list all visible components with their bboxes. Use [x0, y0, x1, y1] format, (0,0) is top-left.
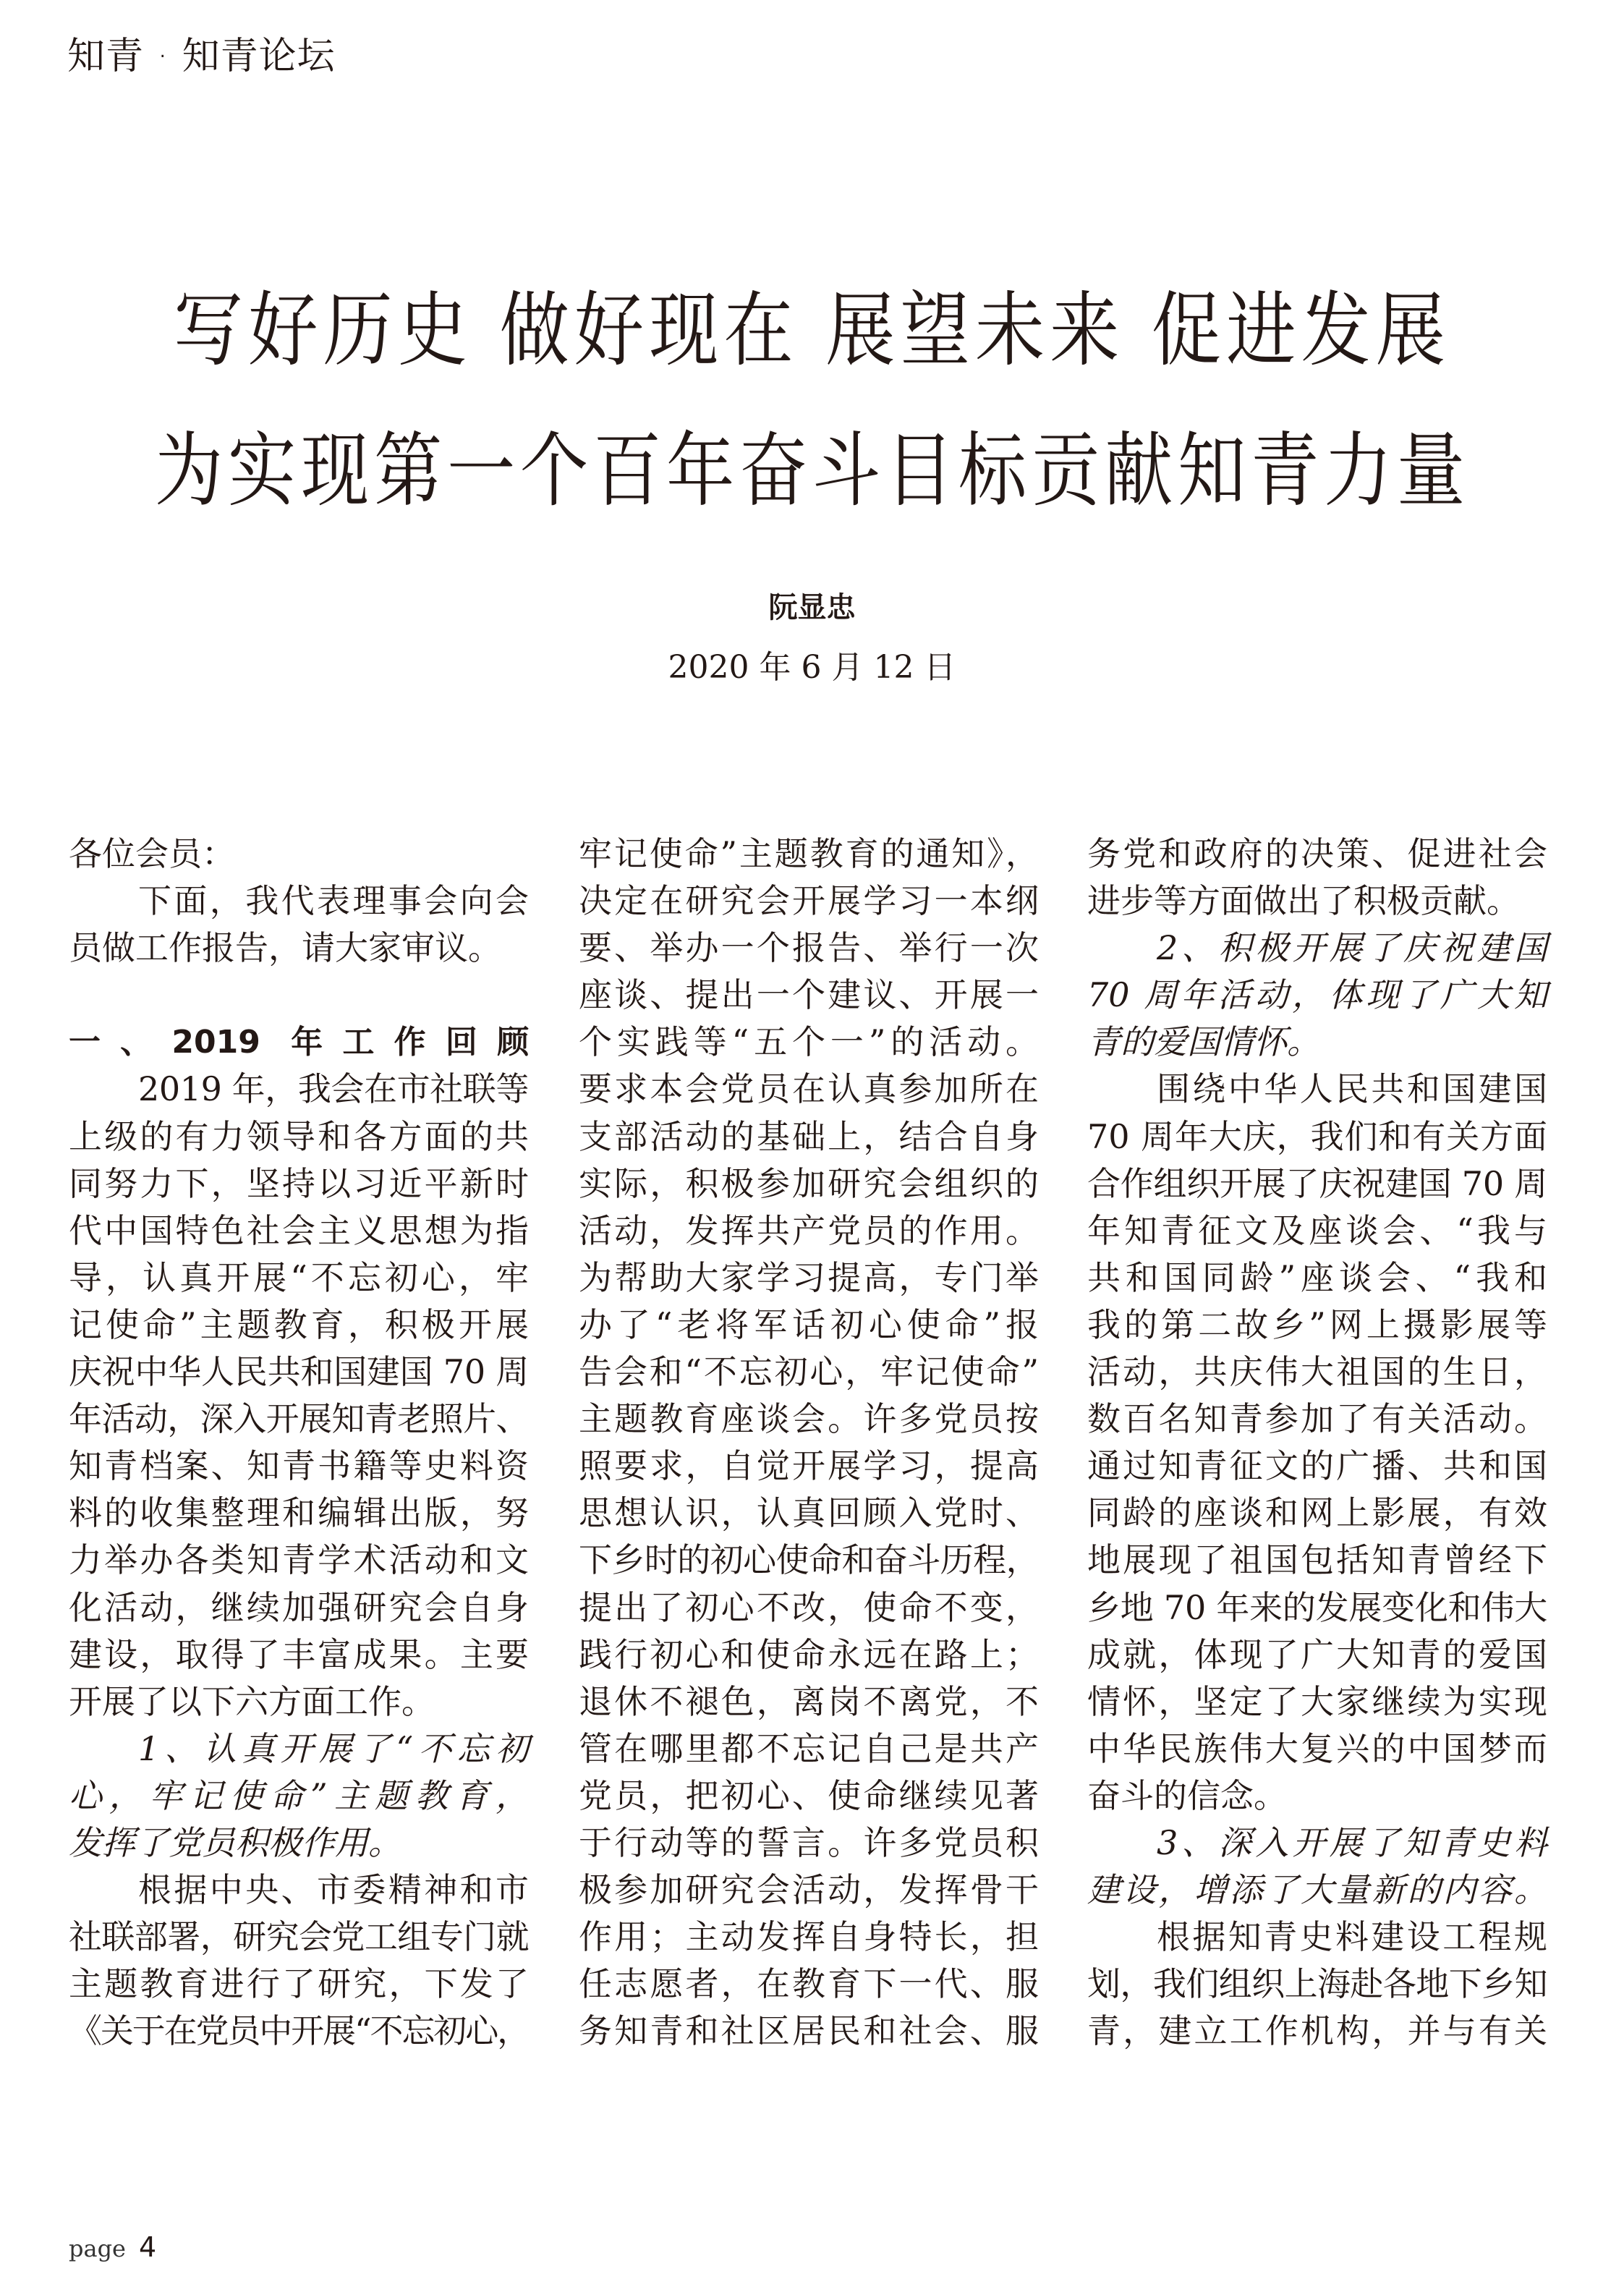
text-line: 合作组织开展了庆祝建国 70 周	[1087, 1163, 1547, 1203]
text-line: 办了“老将军话初心使命”报	[579, 1304, 1039, 1344]
subheading-line: 心，牢记使命”主题教育，	[69, 1775, 529, 1815]
subheading-line: 2、积极开展了庆祝建国	[1157, 928, 1547, 968]
text-line: 划，我们组织上海赴各地下乡知	[1087, 1964, 1547, 2004]
text-line: 化活动，继续加强研究会自身	[69, 1587, 529, 1627]
text-line: 座谈、提出一个建议、开展一	[579, 975, 1039, 1015]
text-line: 奋斗的信念。	[1087, 1775, 1287, 1815]
text-line: 《关于在党员中开展“不忘初心，	[69, 2011, 529, 2051]
text-line: 要求本会党员在认真参加所在	[579, 1069, 1039, 1109]
text-line: 导，认真开展“不忘初心，牢	[69, 1257, 529, 1297]
text-line: 极参加研究会活动，发挥骨干	[579, 1870, 1039, 1910]
article-title-line-1	[0, 284, 1624, 378]
text-line: 70 周年大庆，我们和有关方面	[1087, 1116, 1547, 1156]
subheading-line: 建设，增添了大量新的内容。	[1087, 1870, 1547, 1910]
text-line: 个实践等“五个一”的活动。	[579, 1022, 1039, 1062]
text-line: 党员，把初心、使命继续见著	[579, 1775, 1039, 1815]
text-line: 庆祝中华人民共和国建国 70 周	[69, 1352, 529, 1392]
text-line: 力举办各类知青学术活动和文	[69, 1540, 529, 1580]
text-line: 活动，发挥共产党员的作用。	[579, 1210, 1039, 1250]
text-line: 共和国同龄”座谈会、“我和	[1087, 1257, 1547, 1297]
text-line: 年活动，深入开展知青老照片、	[69, 1399, 529, 1439]
text-line: 各位会员：	[69, 834, 235, 873]
text-line: 我的第二故乡”网上摄影展等	[1087, 1304, 1547, 1344]
text-line: 情怀，坚定了大家继续为实现	[1087, 1681, 1547, 1721]
subheading-line: 3、深入开展了知青史料	[1157, 1822, 1547, 1862]
subheading-line: 70 周年活动，体现了广大知	[1087, 975, 1547, 1015]
subheading-line: 1、认真开展了“不忘初	[138, 1728, 529, 1768]
text-line: 社联部署，研究会党工组专门就	[69, 1917, 529, 1957]
text-line: 退休不褪色，离岗不离党，不	[579, 1681, 1039, 1721]
text-line: 为帮助大家学习提高，专门举	[579, 1257, 1039, 1297]
text-line: 数百名知青参加了有关活动。	[1087, 1399, 1547, 1439]
title-text-2: 为实现第一个百年奋斗目标贡献知青力量	[154, 424, 1470, 518]
text-line: 代中国特色社会主义思想为指	[69, 1210, 529, 1250]
subheading-line: 青的爱国情怀。	[1087, 1022, 1320, 1062]
body-column-1	[69, 831, 529, 2055]
text-line: 牢记使命”主题教育的通知》，	[579, 834, 1039, 873]
body-column-2	[579, 831, 1039, 2055]
text-line: 主题教育座谈会。许多党员按	[579, 1399, 1039, 1439]
text-line: 任志愿者，在教育下一代、服	[579, 1964, 1039, 2004]
text-line: 同龄的座谈和网上影展，有效	[1087, 1493, 1547, 1533]
section-header: 知青 · 知青论坛	[67, 35, 336, 78]
text-line: 知青档案、知青书籍等史料资	[69, 1446, 529, 1486]
text-line: 于行动等的誓言。许多党员积	[579, 1822, 1039, 1862]
text-line: 根据知青史料建设工程规	[1157, 1917, 1547, 1957]
text-line: 照要求，自觉开展学习，提高	[579, 1446, 1039, 1486]
text-line: 实际，积极参加研究会组织的	[579, 1163, 1039, 1203]
text-line: 践行初心和使命永远在路上；	[579, 1634, 1039, 1674]
text-line: 开展了以下六方面工作。	[69, 1681, 435, 1721]
text-line: 上级的有力领导和各方面的共	[69, 1116, 529, 1156]
text-line: 活动，共庆伟大祖国的生日，	[1087, 1352, 1547, 1392]
text-line: 进步等方面做出了积极贡献。	[1087, 881, 1520, 921]
text-line: 记使命”主题教育，积极开展	[69, 1304, 529, 1344]
text-line: 提出了初心不改，使命不变，	[579, 1587, 1039, 1627]
text-line: 建设，取得了丰富成果。主要	[69, 1634, 529, 1674]
text-line: 同努力下，坚持以习近平新时	[69, 1163, 529, 1203]
text-line: 年知青征文及座谈会、“我与	[1087, 1210, 1547, 1250]
text-line: 根据中央、市委精神和市	[138, 1870, 529, 1910]
text-line: 作用；主动发挥自身特长，担	[579, 1917, 1039, 1957]
text-line: 要、举办一个报告、举行一次	[579, 928, 1039, 968]
text-line: 料的收集整理和编辑出版，努	[69, 1493, 529, 1533]
text-line: 下乡时的初心使命和奋斗历程，	[579, 1540, 1039, 1580]
text-line: 成就，体现了广大知青的爱国	[1087, 1634, 1547, 1674]
page-footer	[69, 2231, 156, 2269]
text-line: 管在哪里都不忘记自己是共产	[579, 1728, 1039, 1768]
section-heading: 一、2019 年工作回顾	[69, 1024, 529, 1061]
body-column-3	[1087, 831, 1547, 2055]
text-line: 支部活动的基础上，结合自身	[579, 1116, 1039, 1156]
text-line: 务党和政府的决策、促进社会	[1087, 834, 1547, 873]
text-line: 2019 年，我会在市社联等	[138, 1069, 529, 1109]
article-title-line-2	[0, 424, 1624, 518]
text-line: 乡地 70 年来的发展变化和伟大	[1087, 1587, 1547, 1627]
text-line: 中华民族伟大复兴的中国梦而	[1087, 1728, 1547, 1768]
title-text-1: 写好历史 做好现在 展望未来 促进发展	[174, 284, 1450, 378]
text-line: 青，建立工作机构，并与有关	[1087, 2011, 1547, 2051]
text-line: 通过知青征文的广播、共和国	[1087, 1446, 1547, 1486]
text-line	[69, 972, 529, 1019]
text-line: 告会和“不忘初心，牢记使命”	[579, 1352, 1039, 1392]
author-name: 阮显忠	[768, 591, 856, 624]
subheading-line: 发挥了党员积极作用。	[69, 1822, 401, 1862]
text-line: 决定在研究会开展学习一本纲	[579, 881, 1039, 921]
text-line: 思想认识，认真回顾入党时、	[579, 1493, 1039, 1533]
text-line: 主题教育进行了研究，下发了	[69, 1964, 529, 2004]
text-line: 务知青和社区居民和社会、服	[579, 2011, 1039, 2051]
text-line: 员做工作报告，请大家审议。	[69, 928, 501, 968]
page-number: 4	[138, 2231, 157, 2263]
page-label: page	[69, 2235, 126, 2262]
text-line: 下面，我代表理事会向会	[138, 881, 529, 921]
text-line: 地展现了祖国包括知青曾经下	[1087, 1540, 1547, 1580]
text-line: 围绕中华人民共和国建国	[1157, 1069, 1547, 1109]
article-date: 2020 年 6 月 12 日	[668, 649, 956, 686]
